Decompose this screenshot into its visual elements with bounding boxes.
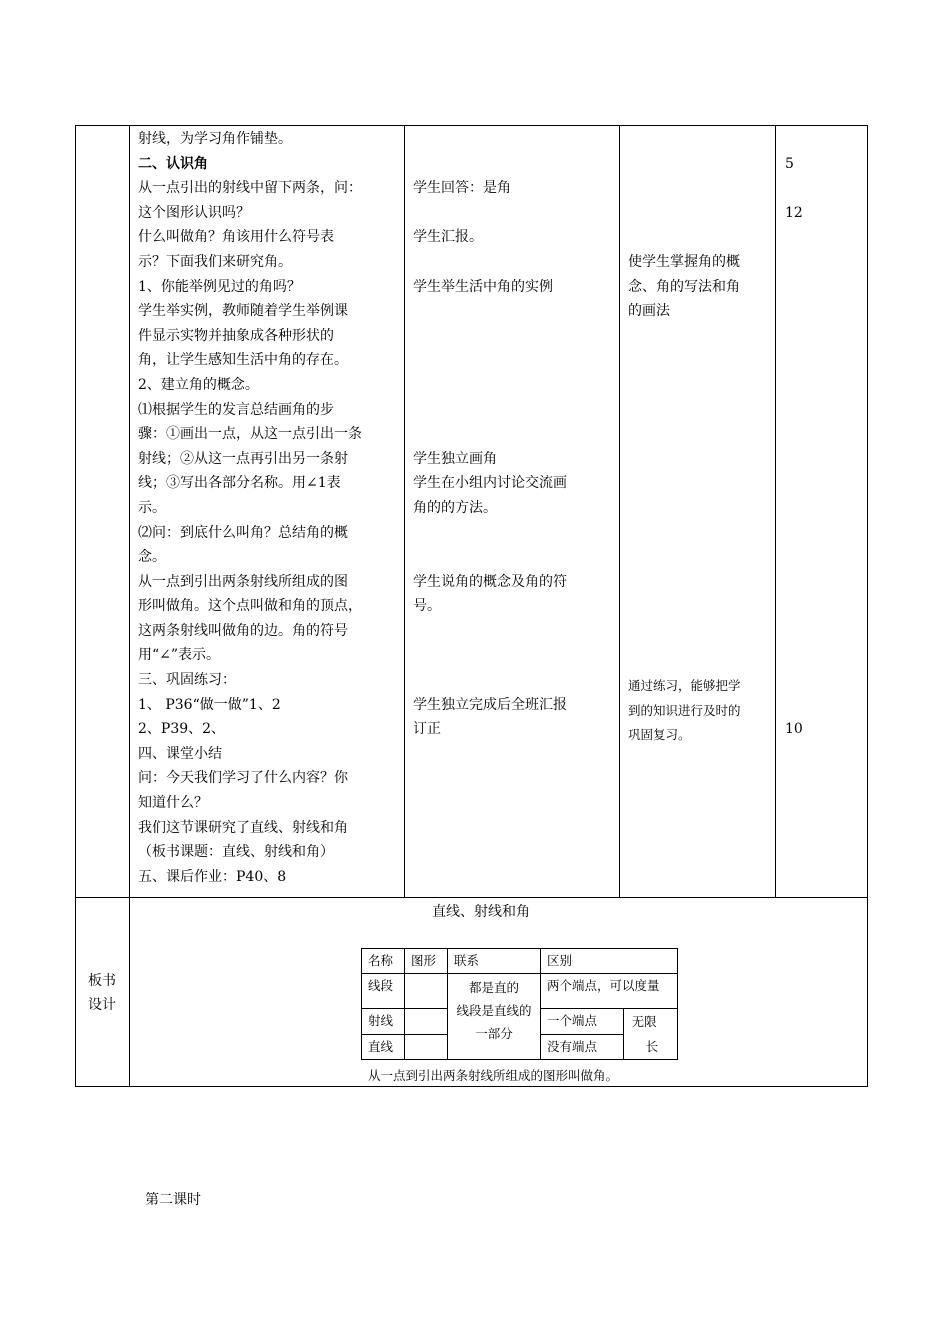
board-label-line: 设计 — [88, 997, 116, 1013]
purpose-line: 的画法 — [628, 303, 670, 320]
purpose-block-2 — [628, 674, 741, 748]
purpose-line: 使学生掌握角的概 — [628, 254, 740, 270]
figure-cell — [405, 1034, 448, 1060]
teaching-line: 什么叫做角？角该用什么符号表 — [138, 229, 334, 246]
teaching-line: 示？下面我们来研究角。 — [138, 253, 292, 270]
relation-line: 都是直的 — [468, 980, 519, 995]
teaching-line: 线；③写出各部分名称。用∠1表 — [138, 475, 341, 492]
teaching-line: 这两条射线叫做角的边。角的符号 — [138, 622, 348, 639]
student-activity-line: 学生回答：是角 — [413, 180, 511, 197]
relation-cell — [448, 974, 541, 1060]
purpose-line: 到的知识进行及时的 — [628, 702, 741, 718]
student-activity-line: 学生说角的概念及角的符 — [413, 573, 567, 590]
teaching-line: 1、 P36“做一做”1、2 — [138, 696, 281, 713]
teaching-line: 角，让学生感知生活中角的存在。 — [138, 352, 348, 369]
student-activity-line: 号。 — [413, 598, 441, 615]
teaching-line: 四、课堂小结 — [138, 745, 222, 762]
board-comparison-table — [361, 948, 678, 1060]
row-name-cell: 线段 — [362, 974, 405, 1009]
table-row — [362, 974, 678, 1009]
angle-definition: 从一点到引出两条射线所组成的图形叫做角。 — [368, 1068, 619, 1083]
teaching-line: ⑵问：到底什么叫角？总结角的概 — [138, 524, 348, 541]
teaching-line: 射线，为学习角作铺垫。 — [138, 131, 292, 147]
teaching-line: 骤：①画出一点，从这一点引出一条 — [138, 426, 362, 443]
infinite-line: 长 — [645, 1039, 659, 1054]
teaching-line: 射线；②从这一点再引出另一条射 — [138, 450, 348, 467]
header-cell: 联系 — [448, 949, 541, 974]
col-divider-4 — [775, 125, 776, 897]
time-value: 5 — [785, 155, 794, 172]
teaching-line: 2、建立角的概念。 — [138, 376, 259, 393]
ray-diff-cell: 一个端点 — [541, 1009, 624, 1035]
teaching-line: 从一点引出的射线中留下两条，问： — [138, 180, 362, 197]
table-left-border — [75, 125, 76, 1086]
teaching-line: 形叫做角。这个点叫做和角的顶点， — [138, 598, 362, 615]
board-label-line: 板书 — [88, 973, 116, 989]
header-cell: 名称 — [362, 949, 405, 974]
row-name-cell: 直线 — [362, 1034, 405, 1060]
teaching-line: 二、认识角 — [138, 155, 208, 172]
teaching-line: 示。 — [138, 499, 166, 516]
teaching-line: （板书课题：直线、射线和角） — [138, 844, 334, 861]
relation-line: 线段是直线的 — [456, 1003, 532, 1018]
teaching-line: 五、课后作业：P40、8 — [138, 868, 287, 885]
segment-diff-cell: 两个端点，可以度量 — [541, 974, 678, 1009]
student-activity-line: 角的的方法。 — [413, 500, 497, 516]
board-design-label — [82, 969, 122, 1017]
teaching-line: ⑴根据学生的发言总结画角的步 — [138, 401, 334, 418]
teaching-line: 问：今天我们学习了什么内容？你 — [138, 770, 348, 787]
teaching-line: 这个图形认识吗？ — [138, 204, 250, 221]
student-activity-line: 学生在小组内讨论交流画 — [413, 475, 567, 492]
teaching-line: 学生举实例，教师随着学生举例课 — [138, 303, 348, 320]
teaching-line: 用“∠”表示。 — [138, 647, 221, 664]
header-cell: 区别 — [541, 949, 678, 974]
teaching-process-column — [138, 127, 362, 889]
table-row — [362, 949, 678, 974]
student-activity-line: 学生举生活中角的实例 — [413, 278, 553, 295]
col-divider-3 — [619, 125, 620, 897]
time-value: 12 — [785, 204, 803, 221]
student-activity-line: 学生汇报。 — [413, 229, 483, 246]
time-value: 10 — [785, 721, 803, 738]
infinite-cell — [623, 1009, 677, 1060]
row-name-cell: 射线 — [362, 1009, 405, 1035]
col-divider-2 — [404, 125, 405, 897]
col-divider-1 — [129, 125, 130, 1086]
teaching-line: 2、P39、2、 — [138, 721, 226, 738]
table-bottom-border — [75, 1086, 868, 1087]
relation-line: 一部分 — [475, 1026, 513, 1041]
board-row-top-border — [75, 897, 868, 898]
figure-cell — [405, 974, 448, 1009]
figure-cell — [405, 1009, 448, 1035]
teaching-line: 件显示实物并抽象成各种形状的 — [138, 327, 334, 344]
second-lesson-heading: 第二课时 — [145, 1192, 201, 1208]
board-title: 直线、射线和角 — [432, 904, 530, 920]
purpose-line: 念、角的写法和角 — [628, 278, 740, 295]
student-activity-line: 订正 — [413, 721, 441, 738]
purpose-line: 通过练习，能够把学 — [628, 678, 741, 693]
purpose-block-1 — [628, 250, 740, 324]
teaching-line: 从一点到引出两条射线所组成的图 — [138, 573, 348, 590]
header-cell: 图形 — [405, 949, 448, 974]
student-activity-line: 学生独立画角 — [413, 450, 497, 467]
teaching-line: 我们这节课研究了直线、射线和角 — [138, 819, 348, 836]
student-activity-line: 学生独立完成后全班汇报 — [413, 696, 567, 713]
table-top-border — [75, 125, 868, 126]
purpose-line: 巩固复习。 — [628, 727, 691, 743]
table-right-border — [867, 125, 868, 1086]
line-diff-cell: 没有端点 — [541, 1034, 624, 1060]
teaching-line: 1、你能举例见过的角吗？ — [138, 278, 301, 295]
infinite-line: 无限 — [631, 1014, 657, 1029]
teaching-line: 念。 — [138, 549, 166, 566]
teaching-line: 知道什么？ — [138, 795, 208, 812]
teaching-line: 三、巩固练习： — [138, 672, 236, 689]
